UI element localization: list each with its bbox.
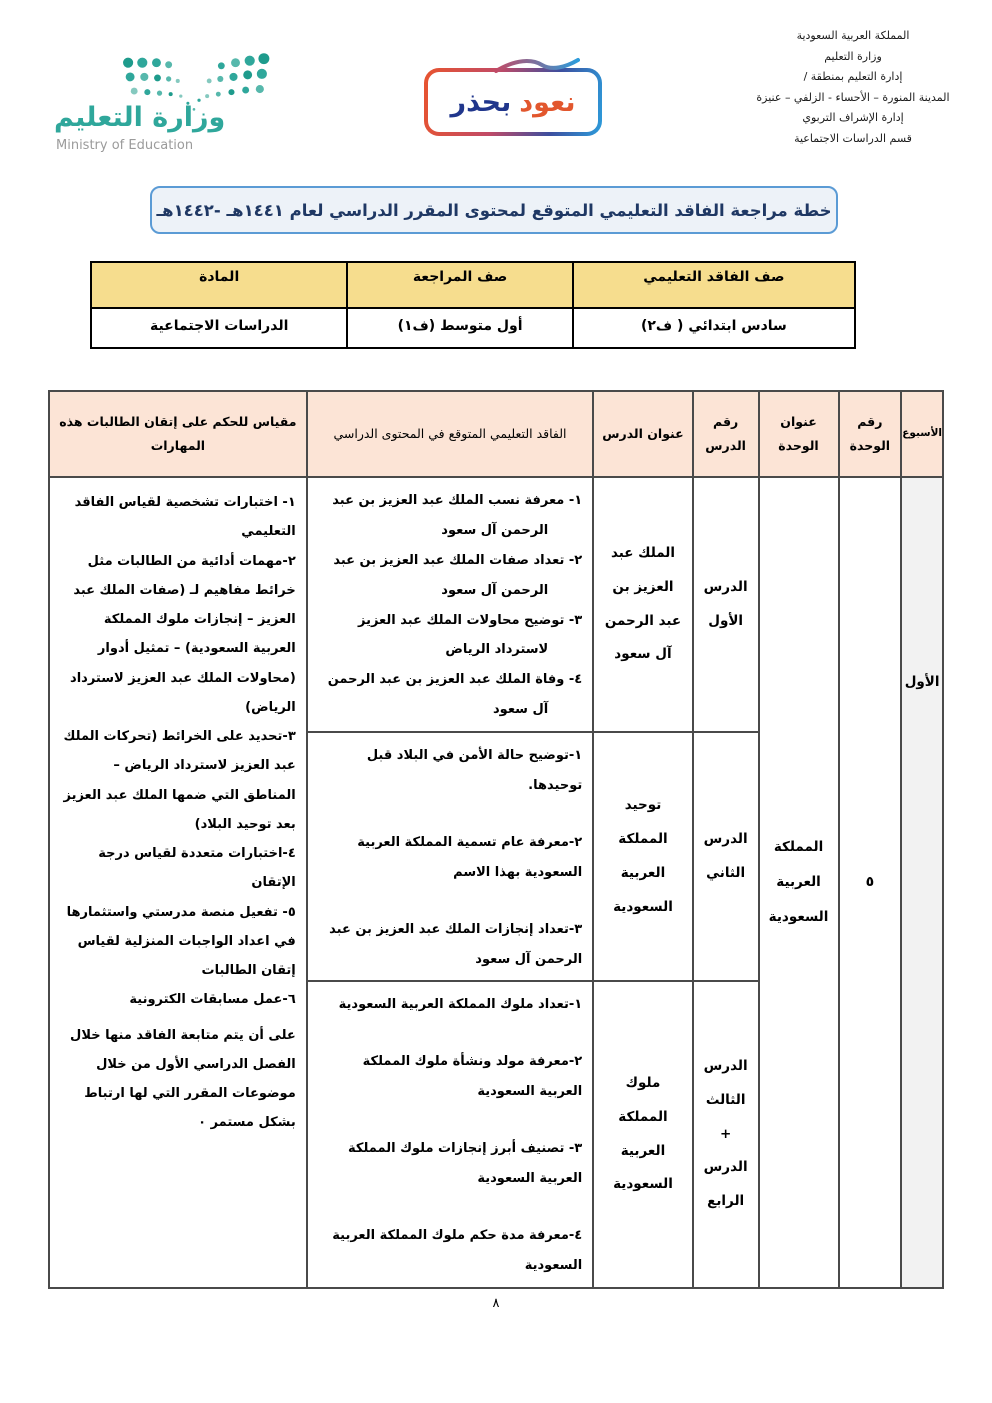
lesson-number-cell: الدرس الثاني [693,732,759,981]
list-item: ١-تعداد ملوك المملكة العربية السعودية [338,997,583,1013]
list-item: ٤- وفاة الملك عبد العزيز بن عبد الرحمن آل سعود [327,672,583,718]
list-item: ٢- تعداد صفات الملك عبد العزيز بن عبد الرحمن آل سعود [333,552,583,598]
badge-word-naoud: نعود [519,86,576,118]
list-item: ٣-تحديد على الخرائط (تحركات الملك عبد العزيز لاسترداد الرياض – المناطق التي ضمها الملك عبد العزيز بعد توحيد البلاد) [63,729,296,832]
lesson-number-cell: الدرس الأول [693,477,759,732]
badge-word-bihathar: بحذر [450,86,512,118]
list-item: ١- اختبارات تشخصية لقياس الفاقد التعليمي [74,495,296,540]
list-item: ٣- تصنيف أبرز إنجازات ملوك المملكة العربية السعودية [348,1141,583,1187]
unit-number-cell: ٥ [839,477,902,1288]
list-item: ٢-مهمات أدائية من الطالبات مثل خرائط مفاهيم لـ (صفات الملك عبد العزيز – إنجازات ملوك المملكة العربية السعودية) – تمثيل أدوار (محاولات الملك عبد العزيز لاسترداد الرياض) [70,553,296,715]
gov-line-regions: المدينة المنورة – الأحساء - الزلفي – عنيزة [756,90,950,104]
gov-line-directorate: إدارة التعليم بمنطقة / [803,70,903,83]
return-with-caution-badge [424,68,602,136]
gov-line-department: قسم الدراسات الاجتماعية [794,131,912,145]
info-value-loss-grade: سادس ابتدائي ( ف٢) [573,308,855,348]
list-item: ٣-تعداد إنجازات الملك عبد العزيز بن عبد الرحمن آل سعود [329,921,583,967]
review-plan-table [48,390,944,1289]
info-value-subject: الدراسات الاجتماعية [91,308,347,348]
expected-loss-cell [307,477,593,732]
header-unit-number: رقم الوحدة [839,391,902,477]
badge-swoosh-icon [494,56,580,74]
list-item: ٤-اختبارات متعددة لقياس درجة الإتقان [98,846,296,891]
mastery-measures-cell [49,477,307,1288]
header-unit-title: عنوان الوحدة [759,391,839,477]
list-item: ٤-معرفة مدة حكم ملوك المملكة العربية السعودية [332,1227,583,1273]
table-row [49,477,943,732]
document-title-box [150,186,838,234]
list-item: ١-توضيح حالة الأمن في البلاد قبل توحيدها. [366,748,583,794]
list-item: ٥- تفعيل منصة مدرستي واستثمارها في اعداد الواجبات المنزلية لقياس إتقان الطالبات [66,904,296,978]
list-item: ٢-معرفة عام تسمية المملكة العربية السعودية بهذا الاسم [357,834,583,880]
header-week: الأسبوع [901,391,943,477]
page-number: ٨ [492,1296,500,1311]
expected-loss-cell [307,981,593,1287]
moe-wordmark: وزارة التعليم [54,102,226,133]
page-title: خطة مراجعة الفاقد التعليمي المتوقع لمحتوى المقرر الدراسي لعام ١٤٤١هـ -١٤٤٢هـ [156,200,832,220]
info-header-loss-grade: صف الفاقد التعليمي [573,262,855,308]
measures-note: على أن يتم متابعة الفاقد منها خلال الفصل الدراسي الأول من خلال موضوعات المقرر التي لها ارتباط بشكل مستمر ٠ [70,1027,296,1131]
list-item: ٦-عمل مسابقات الكترونية [129,992,296,1008]
lesson-title-cell: الملك عبد العزيز بن عبد الرحمن آل سعود [593,477,692,732]
measures-list [58,488,296,1015]
info-header-subject: المادة [91,262,347,308]
gov-line-ministry: وزارة التعليم [824,49,882,63]
list-item: ٢-معرفة مولد ونشأة ملوك المملكة العربية السعودية [362,1054,583,1100]
table-header-row [49,391,943,477]
info-header-review-grade: صف المراجعة [347,262,572,308]
list-item: ١- معرفة نسب الملك عبد العزيز بن عبد الرحمن آل سعود [332,493,583,538]
lesson-number-cell: الدرس الثالث + الدرس الرابع [693,981,759,1287]
info-value-review-grade: أول متوسط (ف١) [347,308,572,348]
header-mastery-measure: مقياس للحكم على إتقان الطالبات هذه المهارات [49,391,307,477]
expected-loss-cell [307,732,593,981]
moe-wordmark-english: Ministry of Education [56,138,194,153]
lesson-title-cell: ملوك المملكة العربية السعودية [593,981,692,1287]
header-lesson-number: رقم الدرس [693,391,759,477]
header-lesson-title: عنوان الدرس [593,391,692,477]
gov-line-country: المملكة العربية السعودية [796,29,910,42]
list-item: ٣- توضيح محاولات الملك عبد العزيز لاسترداد الرياض [357,612,583,658]
info-table [90,261,856,349]
lesson-title-cell: توحيد المملكة العربية السعودية [593,732,692,981]
header-expected-loss: الفاقد التعليمي المتوقع في المحتوى الدراسي [307,391,593,477]
gov-line-supervision: إدارة الإشراف التربوي [802,111,904,124]
week-cell: الأول [901,477,943,1288]
government-header-block [728,26,978,149]
unit-title-cell: المملكة العربية السعودية [759,477,839,1288]
